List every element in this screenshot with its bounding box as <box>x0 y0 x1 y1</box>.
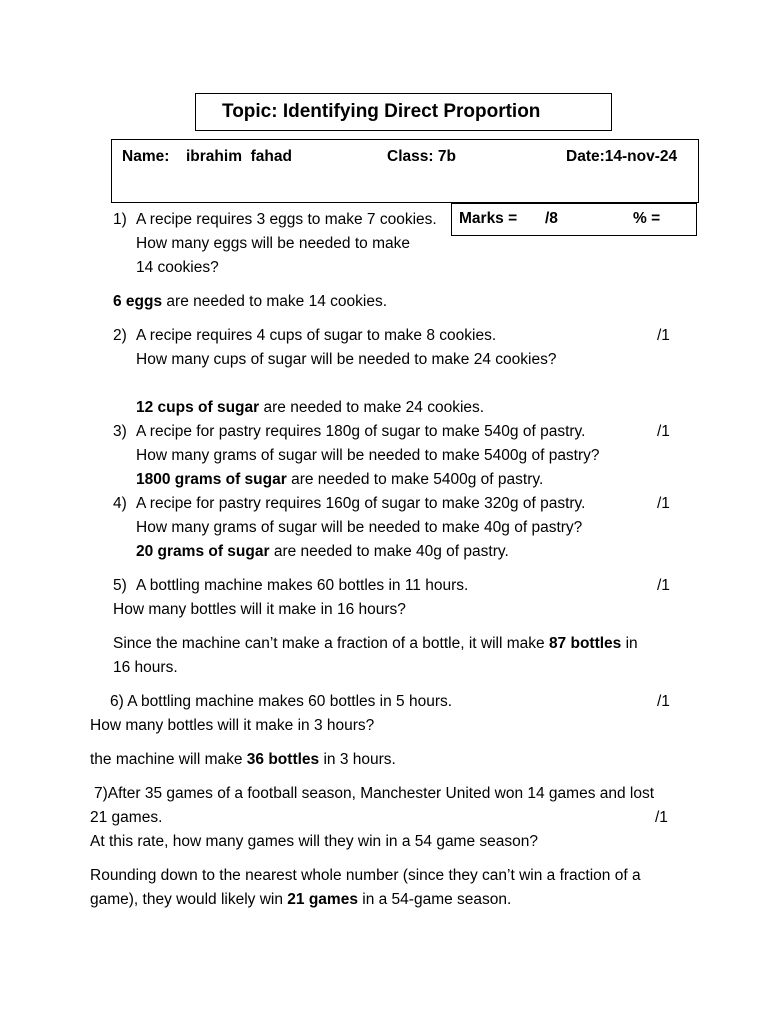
q5-answer-line2: 16 hours. <box>113 659 178 676</box>
q1-number: 1) <box>113 211 127 228</box>
q3-answer <box>136 468 543 492</box>
q4-answer-rest: are needed to make 40g of pastry. <box>269 543 509 560</box>
q2-line1: A recipe requires 4 cups of sugar to make 8 cookies. <box>136 327 497 344</box>
q7-answer-bold: 21 games <box>287 891 358 908</box>
q6-answer <box>90 748 396 772</box>
q1-line1: A recipe requires 3 eggs to make 7 cookies. <box>136 211 437 228</box>
class-label: Class: 7b <box>387 148 456 165</box>
name-value: ibrahim fahad <box>186 148 292 165</box>
q5-mark: /1 <box>657 577 670 594</box>
q7-answer-line1: Rounding down to the nearest whole number (since they can’t win a fraction of a <box>90 867 641 884</box>
q5-answer-pre: Since the machine can’t make a fraction of a bottle, it will make <box>113 635 549 652</box>
q5-answer-post: in <box>621 635 638 652</box>
q7-line2: 21 games. <box>90 809 163 826</box>
q4-mark: /1 <box>657 495 670 512</box>
q5-line2: How many bottles will it make in 16 hours? <box>113 601 406 618</box>
q3-answer-rest: are needed to make 5400g of pastry. <box>286 471 544 488</box>
q3-number: 3) <box>113 423 127 440</box>
q4-line1: A recipe for pastry requires 160g of sugar to make 320g of pastry. <box>136 495 586 512</box>
name-label: Name: <box>122 148 170 165</box>
date-label: Date:14-nov-24 <box>566 148 678 165</box>
q3-answer-bold: 1800 grams of sugar <box>136 471 287 488</box>
q7-answer-pre: game), they would likely win <box>90 891 288 908</box>
q5-answer-bold: 87 bottles <box>548 635 622 652</box>
q5-number: 5) <box>113 577 127 594</box>
q2-answer-rest: are needed to make 24 cookies. <box>259 399 485 416</box>
q4-answer <box>136 540 509 564</box>
q6-answer-pre: the machine will make <box>90 751 247 768</box>
q6-mark: /1 <box>657 693 670 710</box>
q4-answer-bold: 20 grams of sugar <box>136 543 270 560</box>
q1-answer <box>113 290 387 314</box>
q1-line2: How many eggs will be needed to make <box>136 235 410 252</box>
q7-answer-line2 <box>90 888 511 912</box>
q3-line2: How many grams of sugar will be needed to make 5400g of pastry? <box>136 447 600 464</box>
q5-answer <box>113 632 638 656</box>
marks-total: /8 <box>545 210 558 227</box>
q6-answer-bold: 36 bottles <box>246 751 320 768</box>
q7-line3: At this rate, how many games will they win in a 54 game season? <box>90 833 539 850</box>
q2-mark: /1 <box>657 327 670 344</box>
q3-line1: A recipe for pastry requires 180g of sugar to make 540g of pastry. <box>136 423 586 440</box>
q6-line2: How many bottles will it make in 3 hours? <box>90 717 375 734</box>
q7-answer-post: in a 54-game season. <box>357 891 512 908</box>
percent-label: % = <box>633 210 661 227</box>
q2-line2: How many cups of sugar will be needed to make 24 cookies? <box>136 351 557 368</box>
q2-number: 2) <box>113 327 127 344</box>
q6-answer-post: in 3 hours. <box>319 751 396 768</box>
marks-label: Marks = <box>459 210 518 227</box>
q6-line1: 6) A bottling machine makes 60 bottles in 5 hours. <box>110 693 453 710</box>
q3-mark: /1 <box>657 423 670 440</box>
page-title: Topic: Identifying Direct Proportion <box>222 101 541 122</box>
q5-line1: A bottling machine makes 60 bottles in 11 hours. <box>136 577 469 594</box>
q2-answer <box>136 396 484 420</box>
q1-line3: 14 cookies? <box>136 259 219 276</box>
q7-line1: 7)After 35 games of a football season, Manchester United won 14 games and lost <box>94 785 655 802</box>
q4-number: 4) <box>113 495 127 512</box>
q7-mark: /1 <box>655 809 668 826</box>
q4-line2: How many grams of sugar will be needed to make 40g of pastry? <box>136 519 583 536</box>
q1-answer-bold: 6 eggs <box>113 293 163 310</box>
q1-answer-rest: are needed to make 14 cookies. <box>162 293 388 310</box>
q2-answer-bold: 12 cups of sugar <box>136 399 260 416</box>
